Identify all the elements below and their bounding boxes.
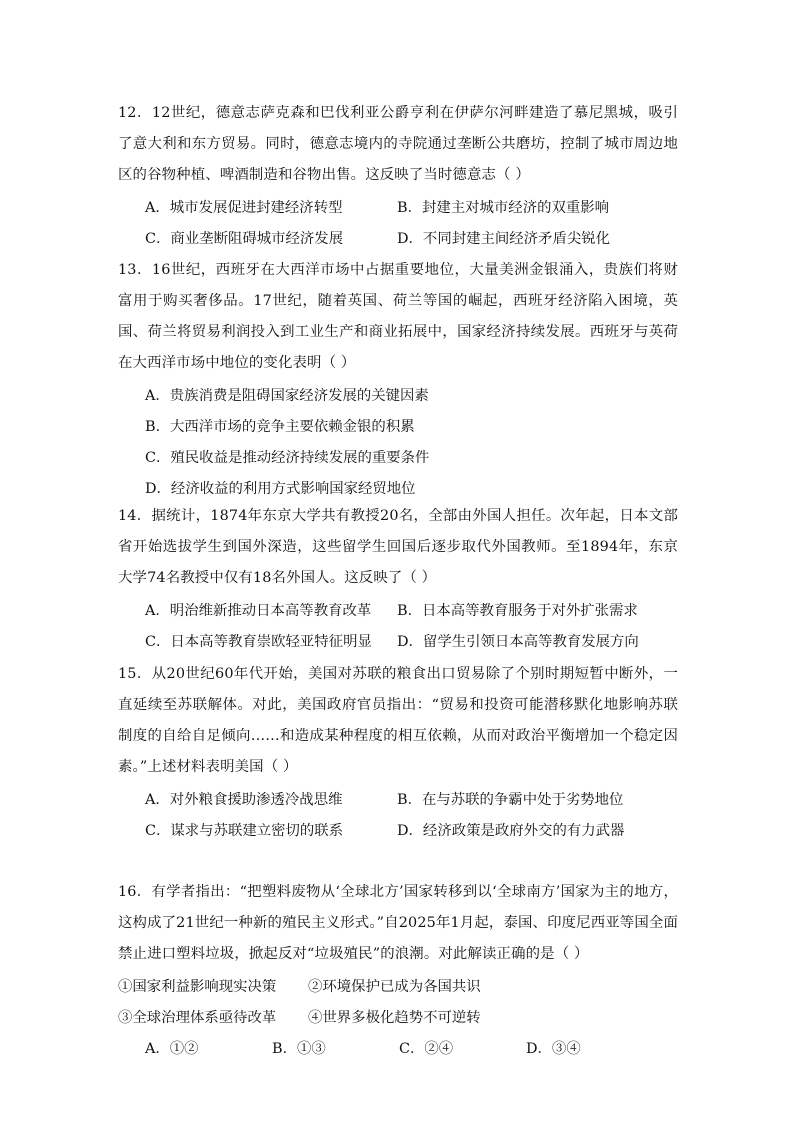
question-12 [118, 98, 678, 253]
option-a[interactable]: A．①② [145, 1041, 199, 1057]
option-b[interactable]: B．大西洋市场的竞争主要依赖金银的积累 [145, 419, 415, 435]
option-c[interactable]: C．②④ [399, 1041, 454, 1057]
statement-1: ①国家利益影响现实决策 [118, 979, 277, 995]
question-stem: 16．有学者指出：“把塑料废物从‘全球北方’国家转移到以‘全球南方’国家为主的地方，这构成了21世纪一种新的殖民主义形式。”自2025年1月起，泰国、印度尼西亚等国全面禁止进口塑料垃圾，掀起反对“垃圾殖民”的浪潮。对此解读正确的是（ ） [118, 884, 678, 962]
question-stem: 15．从20世纪60年代开始，美国对苏联的粮食出口贸易除了个别时期短暂中断外，一直延续至苏联解体。对此，美国政府官员指出：“贸易和投资可能潜移默化地影响苏联制度的自给自足倾向……和造成某种程度的相互依赖，从而对政治平衡增加一个稳定因素。”上述材料表明美国（ ） [118, 666, 678, 775]
question-15 [118, 659, 678, 845]
option-b[interactable]: B．日本高等教育服务于对外扩张需求 [397, 603, 638, 619]
question-stem: 14．据统计，1874年东京大学共有教授20名，全部由外国人担任。次年起，日本文部省开始选拔学生到国外深造，这些留学生回国后逐步取代外国教师。至1894年，东京大学74名教授中仅有18名外国人。这反映了（ ） [118, 508, 678, 586]
option-c[interactable]: C．殖民收益是推动经济持续发展的重要条件 [145, 450, 430, 466]
option-a[interactable]: A．明治维新推动日本高等教育改革 [145, 603, 372, 619]
option-d[interactable]: D．经济收益的利用方式影响国家经贸地位 [145, 481, 416, 497]
statement-2: ②环境保护已成为各国共识 [308, 979, 481, 995]
option-c[interactable]: C．日本高等教育崇欧轻亚特征明显 [145, 634, 372, 650]
option-d[interactable]: D．不同封建主间经济矛盾尖锐化 [397, 231, 611, 247]
answer-options [145, 1032, 678, 1063]
statement-list [118, 970, 678, 1032]
option-c[interactable]: C．谋求与苏联建立密切的联系 [145, 823, 344, 839]
question-16 [118, 877, 678, 1063]
answer-options [145, 379, 678, 503]
option-d[interactable]: D．经济政策是政府外交的有力武器 [397, 823, 625, 839]
answer-options [145, 191, 678, 253]
option-a[interactable]: A．城市发展促进封建经济转型 [145, 200, 343, 216]
option-d[interactable]: D．留学生引领日本高等教育发展方向 [397, 634, 639, 650]
answer-options [145, 594, 678, 656]
option-b[interactable]: B．封建主对城市经济的双重影响 [397, 200, 610, 216]
question-14 [118, 501, 678, 656]
statement-4: ④世界多极化趋势不可逆转 [308, 1010, 481, 1026]
question-stem: 13．16世纪，西班牙在大西洋市场中占据重要地位，大量美洲金银涌入，贵族们将财富用于购买奢侈品。17世纪，随着英国、荷兰等国的崛起，西班牙经济陷入困境，英国、荷兰将贸易利润投入到工业生产和商业拓展中，国家经济持续发展。西班牙与英荷在大西洋市场中地位的变化表明（ ） [118, 262, 678, 371]
question-13 [118, 255, 678, 503]
statement-3: ③全球治理体系亟待改革 [118, 1010, 277, 1026]
question-stem: 12．12世纪，德意志萨克森和巴伐利亚公爵亨利在伊萨尔河畔建造了慕尼黑城，吸引了意大利和东方贸易。同时，德意志境内的寺院通过垄断公共磨坊，控制了城市周边地区的谷物种植、啤酒制造和谷物出售。这反映了当时德意志（ ） [118, 105, 678, 183]
option-a[interactable]: A．贵族消费是阻碍国家经济发展的关键因素 [145, 388, 429, 404]
answer-options [145, 783, 678, 845]
option-b[interactable]: B．在与苏联的争霸中处于劣势地位 [397, 792, 624, 808]
option-d[interactable]: D．③④ [526, 1041, 581, 1057]
option-c[interactable]: C．商业垄断阻碍城市经济发展 [145, 231, 344, 247]
option-b[interactable]: B．①③ [272, 1041, 326, 1057]
option-a[interactable]: A．对外粮食援助渗透冷战思维 [145, 792, 343, 808]
